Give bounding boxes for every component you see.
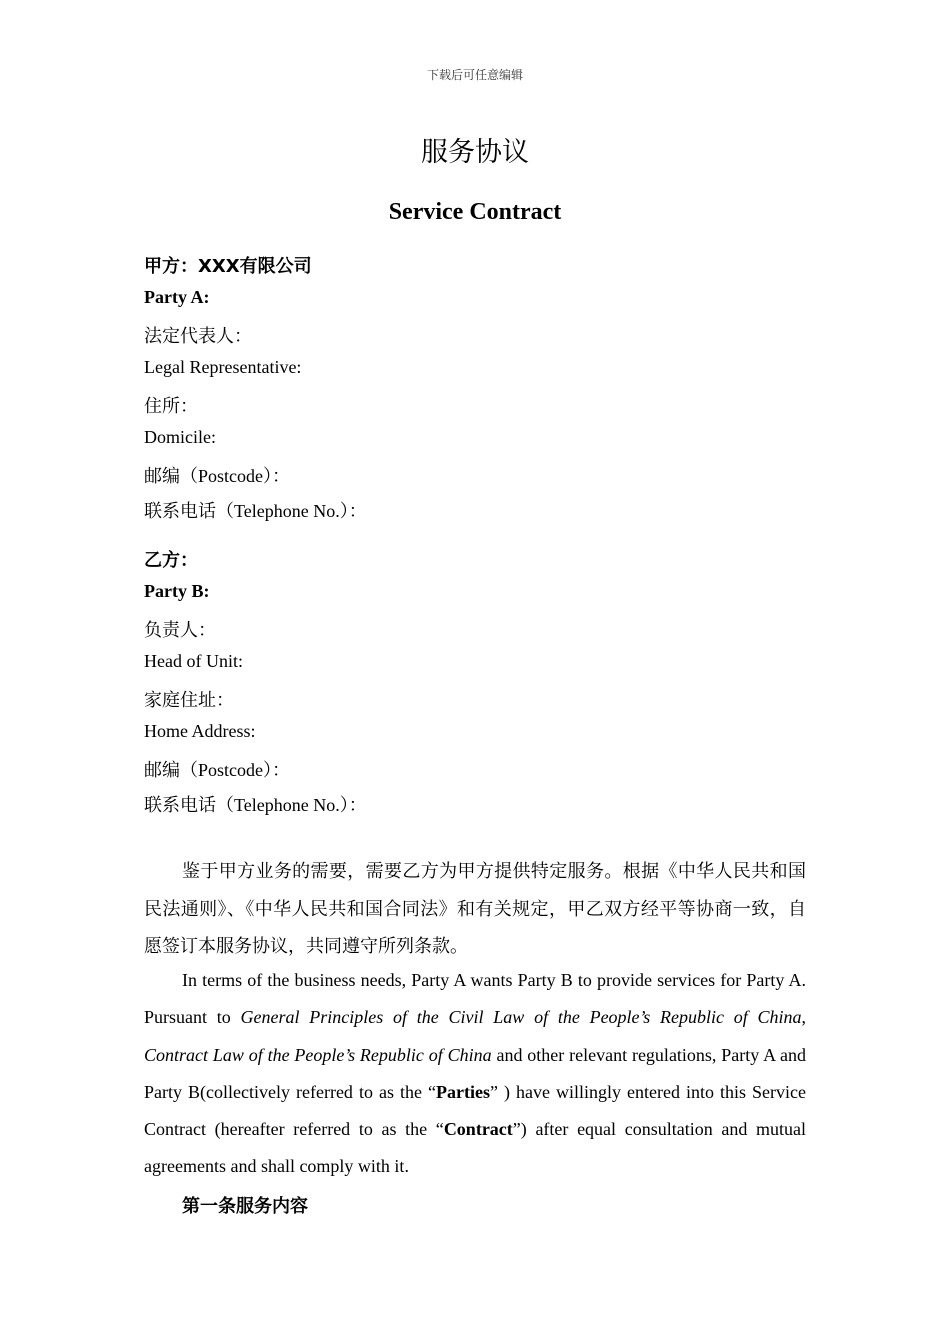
preamble-en-part1: In terms of the business needs, Party A wants Party B to provide services for Party A. Pursuant to [144,970,806,1028]
preamble-en-part2: , [801,1007,806,1028]
party-a-postcode: 邮编（Postcode）： [144,466,290,486]
party-b-head-cn: 负责人： [144,620,216,640]
party-b-head-en: Head of Unit: [144,651,243,671]
party-b-address-en: Home Address: [144,721,256,741]
preamble-en-law-title-1: General Principles of the Civil Law of the People’s Republic of China [240,1007,802,1028]
party-b-telephone: 联系电话（Telephone No.）： [144,795,367,815]
party-b-address-cn: 家庭住址： [144,690,234,710]
header-note: 下载后可任意编辑 [426,68,523,82]
party-b-postcode: 邮编（Postcode）： [144,760,290,780]
preamble-en-parties-term: Parties [435,1081,490,1102]
party-a-label-cn: 甲方：XXX有限公司 [144,256,312,277]
preamble-en-part5: ”) after equal consultation and mutual agreements and shall comply with it. [144,1119,806,1177]
party-a-label-en: Party A: [144,287,210,307]
preamble-en-part4: ” ) have willingly entered into this Service Contract (hereafter referred to as the “ [144,1081,806,1140]
party-b-label-en: Party B: [144,581,210,601]
article-1-heading: 第一条服务内容 [182,1196,308,1217]
preamble-en-law-title-2: Contract Law of the People’s Republic of China [144,1044,492,1065]
preamble-en-contract-term: Contract [443,1119,513,1140]
title-english: Service Contract [388,199,562,225]
preamble-chinese: 鉴于甲方业务的需要，需要乙方为甲方提供特定服务。根据《中华人民共和国民法通则》、《中华人民共和国合同法》和有关规定，甲乙双方经平等协商一致，自愿签订本服务协议，共同遵守所列条款。 [144,861,806,956]
party-b-label-cn: 乙方： [144,550,198,571]
party-a-legal-rep-en: Legal Representative: [144,357,302,377]
preamble-en-part3: and other relevant regulations, Party A and Party B(collectively referred to as the “ [144,1044,806,1102]
party-a-legal-rep-cn: 法定代表人： [144,326,252,346]
party-a-domicile-cn: 住所： [144,396,198,416]
party-a-domicile-en: Domicile: [144,427,216,447]
party-a-telephone: 联系电话（Telephone No.）： [144,501,367,521]
preamble-english [144,962,806,1186]
title-chinese: 服务协议 [421,137,529,168]
